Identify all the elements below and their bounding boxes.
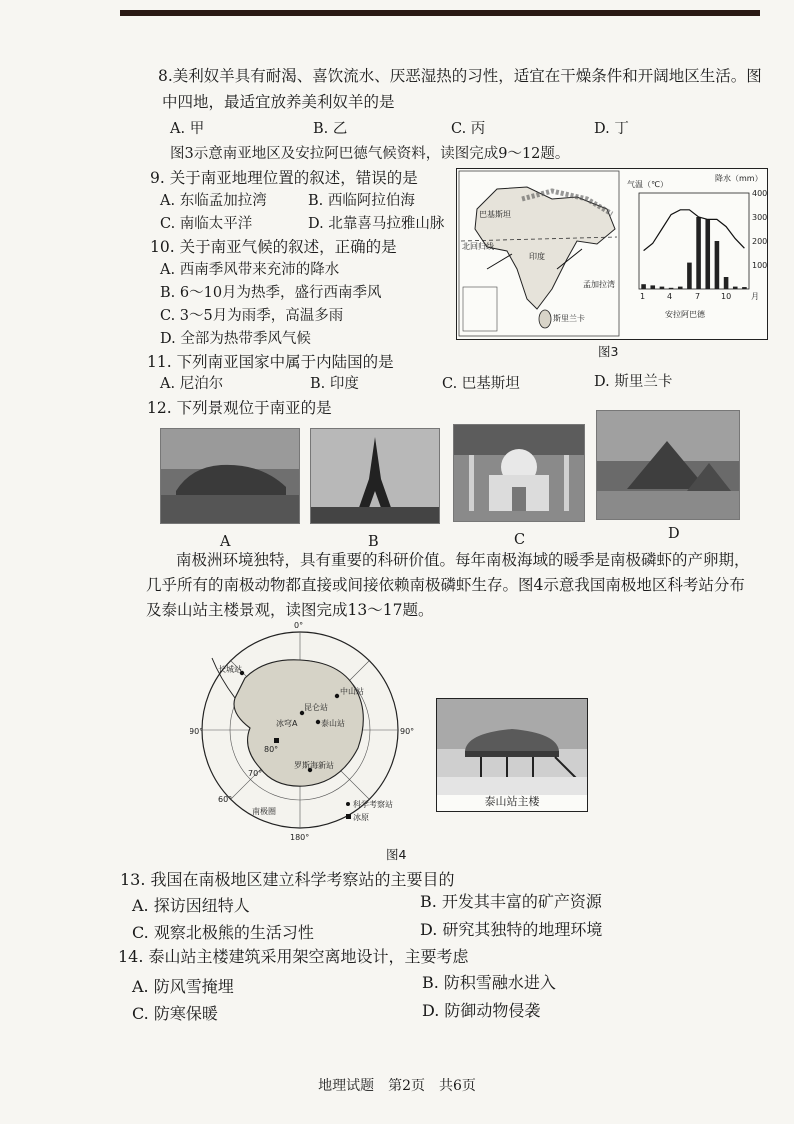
figure-3 [456,168,768,340]
figure-3-caption: 图3 [598,344,619,359]
scan-top-edge [120,10,760,16]
precip-bar-2 [650,285,655,289]
precip-bar-11 [733,287,738,289]
q11-option-d[interactable]: D. 斯里兰卡 [594,374,673,390]
q14-stem: 14. 泰山站主楼建筑采用架空离地设计，主要考虑 [118,947,469,966]
fig4-legend-station: 科学考察站 [353,800,393,809]
precip-bar-10 [724,277,729,289]
q13-option-b[interactable]: B. 开发其丰富的矿产资源 [420,892,602,911]
q8-option-b[interactable]: B. 乙 [313,121,348,137]
q14-option-b[interactable]: B. 防积雪融水进入 [422,973,556,992]
q10-option-b[interactable]: B. 6～10月为热季，盛行西南季风 [160,285,382,301]
passage-line1: 南极洲环境独特，具有重要的科研价值。每年南极海域的暖季是南极磷虾的产卵期， [176,551,750,569]
fig4-label-90w: 90° [190,727,204,736]
q13-option-d[interactable]: D. 研究其独特的地理环境 [420,920,603,939]
month-tick-7: 7 [695,292,701,301]
fig4-label-80: 80° [264,745,279,754]
q13-option-a[interactable]: A. 探访因纽特人 [132,896,250,915]
q10-option-c[interactable]: C. 3～5月为雨季，高温多雨 [160,308,344,324]
q8-option-c[interactable]: C. 丙 [451,121,486,137]
q10-option-d[interactable]: D. 全部为热带季风气候 [160,331,311,347]
chart-frame [639,193,749,289]
map-label-bay: 孟加拉湾 [583,280,615,289]
precip-tick-300: 300 [752,213,767,222]
taishan-photo-frame [436,698,588,812]
antarctica-map [190,618,420,843]
map-label-srilanka: 斯里兰卡 [553,314,585,323]
q11-option-b[interactable]: B. 印度 [310,376,359,392]
q14-option-a[interactable]: A. 防风雪掩埋 [132,977,234,996]
q14-option-c[interactable]: C. 防寒保暖 [132,1004,218,1023]
fig4-label-antarctic-circle: 南极圈 [252,807,276,816]
taishan-station-photo[interactable] [437,699,587,795]
climate-station-name: 安拉阿巴德 [665,310,705,319]
photo-label-d: D [668,526,680,542]
fig4-label-dome-a: 冰穹A [276,719,298,728]
fig4-legend-ice: 冰原 [353,813,369,822]
precip-bar-8 [705,219,710,289]
q14-option-d[interactable]: D. 防御动物侵袭 [422,1001,541,1020]
q9-option-c[interactable]: C. 南临太平洋 [160,216,253,232]
precip-bar-9 [715,241,720,289]
fig4-label-70: 70° [248,769,263,778]
q11-option-c[interactable]: C. 巴基斯坦 [442,376,520,392]
month-tick-1: 1 [640,292,646,301]
q9-option-d[interactable]: D. 北靠喜马拉雅山脉 [308,216,445,232]
precip-bar-6 [687,263,692,289]
passage-line2: 几乎所有的南极动物都直接或间接依赖南极磷虾生存。图4示意我国南极地区科考站分布 [146,576,745,594]
photo-label-c: C [514,532,526,548]
precip-tick-400: 400 [752,189,767,198]
q11-option-a[interactable]: A. 尼泊尔 [160,376,224,392]
q9-stem: 9. 关于南亚地理位置的叙述，错误的是 [150,169,418,187]
month-tick-4: 4 [667,292,673,301]
precip-bar-12 [742,287,747,289]
photo-a-uluru[interactable] [160,428,300,524]
precip-bar-4 [669,288,674,289]
fig4-label-60: 60° [218,795,233,804]
taishan-photo-caption: 泰山站主楼 [484,795,540,808]
fig4-label-0deg: 0° [294,621,304,630]
page-footer: 地理试题 第2页 共6页 [318,1078,476,1094]
map-label-india: 印度 [529,252,545,261]
map-label-tropic: 北回归线 [462,242,494,251]
climate-chart [627,173,767,319]
precip-bar-5 [678,287,683,289]
fig4-label-kunlun: 昆仑站 [304,703,328,712]
fig4-label-changcheng: 长城站 [218,665,242,674]
figure-4-caption: 图4 [386,847,407,862]
passage-line3: 及泰山站主楼景观，读图完成13～17题。 [146,601,434,619]
q8-stem-line1: 8.美利奴羊具有耐渴、喜饮流水、厌恶湿热的习性，适宜在干燥条件和开阔地区生活。图 [158,67,762,85]
fig4-label-90e: 90° [400,727,415,736]
temperature-line [644,210,745,251]
q10-stem: 10. 关于南亚气候的叙述，正确的是 [150,238,397,256]
q11-stem: 11. 下列南亚国家中属于内陆国的是 [147,353,394,371]
intro-9-12: 图3示意南亚地区及安拉阿巴德气候资料，读图完成9～12题。 [170,146,570,162]
photo-label-a: A [220,534,231,550]
photo-label-b: B [368,534,379,550]
fig4-label-ross: 罗斯海新站 [294,761,334,770]
q9-option-b[interactable]: B. 西临阿拉伯海 [308,193,415,209]
map-label-pakistan: 巴基斯坦 [479,210,511,219]
q8-stem-line2: 中四地，最适宜放养美利奴羊的是 [162,93,395,111]
q9-option-a[interactable]: A. 东临孟加拉湾 [160,193,267,209]
q13-stem: 13. 我国在南极地区建立科学考察站的主要目的 [120,870,455,889]
photo-d-pyramids[interactable] [596,410,740,520]
precip-bar-1 [641,284,646,289]
precip-tick-100: 100 [752,261,767,270]
photo-b-eiffel[interactable] [310,428,440,524]
fig4-label-zhongshan: 中山站 [340,687,364,696]
q10-option-a[interactable]: A. 西南季风带来充沛的降水 [160,262,340,278]
fig4-label-180: 180° [290,833,310,842]
precip-axis-label: 降水（mm） [715,174,763,183]
q12-stem: 12. 下列景观位于南亚的是 [147,399,332,417]
q13-option-c[interactable]: C. 观察北极熊的生活习性 [132,923,314,942]
south-asia-map-and-climate [457,169,767,339]
fig4-label-taishan: 泰山站 [321,719,345,728]
month-unit: 月 [751,292,759,301]
precip-bar-3 [660,287,665,289]
q8-option-a[interactable]: A. 甲 [170,121,205,137]
q8-option-d[interactable]: D. 丁 [594,121,629,137]
precip-tick-200: 200 [752,237,767,246]
month-tick-10: 10 [721,292,732,301]
photo-c-taj-mahal[interactable] [453,424,585,522]
precip-bar-7 [696,217,701,289]
temp-axis-label: 气温（℃） [627,180,668,189]
